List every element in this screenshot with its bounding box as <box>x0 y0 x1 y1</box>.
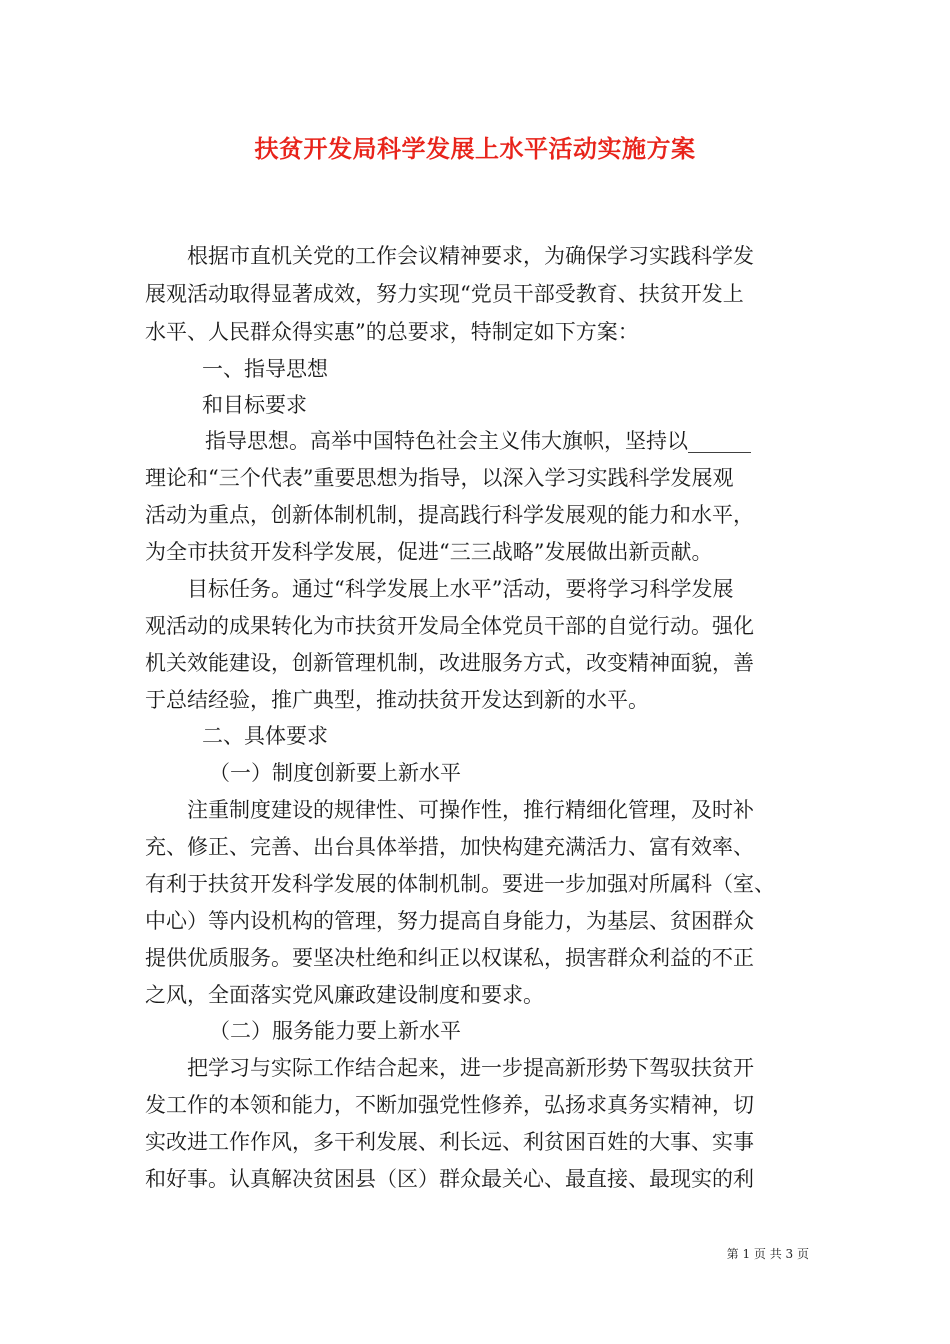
paragraph-line: 活动为重点，创新体制机制，提高践行科学发展观的能力和水平， <box>145 503 754 527</box>
paragraph-line: 机关效能建设，创新管理机制，改进服务方式，改变精神面貌，善 <box>145 651 754 675</box>
paragraph-line: 实改进工作作风，多干利发展、利长远、利贫困百姓的大事、实事 <box>145 1130 754 1154</box>
paragraph-line: 观活动的成果转化为市扶贫开发局全体党员干部的自觉行动。强化 <box>145 614 754 638</box>
paragraph-line: 把学习与实际工作结合起来，进一步提高新形势下驾驭扶贫开 <box>187 1056 754 1080</box>
paragraph-line: 指导思想。高举中国特色社会主义伟大旗帜，坚持以______ <box>205 429 751 453</box>
subsection-heading: （二）服务能力要上新水平 <box>209 1019 461 1043</box>
section-heading: 一、指导思想 <box>202 357 328 381</box>
section-heading: 二、具体要求 <box>202 724 328 748</box>
paragraph-line: 为全市扶贫开发科学发展，促进“三三战略”发展做出新贡献。 <box>145 540 713 564</box>
paragraph-line: 注重制度建设的规律性、可操作性，推行精细化管理，及时补 <box>187 798 754 822</box>
paragraph-line: 充、修正、完善、出台具体举措，加快构建充满活力、富有效率、 <box>145 835 754 859</box>
subsection-heading: （一）制度创新要上新水平 <box>209 761 461 785</box>
paragraph-line: 水平、人民群众得实惠”的总要求，特制定如下方案： <box>145 320 639 344</box>
paragraph-line: 于总结经验，推广典型，推动扶贫开发达到新的水平。 <box>145 688 649 712</box>
paragraph-line: 中心）等内设机构的管理，努力提高自身能力，为基层、贫困群众 <box>145 909 754 933</box>
paragraph-line: 根据市直机关党的工作会议精神要求，为确保学习实践科学发 <box>187 244 754 268</box>
paragraph-line: 发工作的本领和能力，不断加强党性修养，弘扬求真务实精神，切 <box>145 1093 754 1117</box>
page-number: 第 1 页 共 3 页 <box>726 1247 809 1261</box>
document-title: 扶贫开发局科学发展上水平活动实施方案 <box>254 134 696 163</box>
paragraph-line: 目标任务。通过“科学发展上水平”活动，要将学习科学发展 <box>187 577 734 601</box>
paragraph-line: 提供优质服务。要坚决杜绝和纠正以权谋私，损害群众利益的不正 <box>145 946 754 970</box>
paragraph-line: 有利于扶贫开发科学发展的体制机制。要进一步加强对所属科（室、 <box>145 872 775 896</box>
paragraph-line: 理论和“三个代表”重要思想为指导，以深入学习实践科学发展观 <box>145 466 734 490</box>
paragraph-line: 和好事。认真解决贫困县（区）群众最关心、最直接、最现实的利 <box>145 1167 754 1191</box>
section-heading: 和目标要求 <box>202 393 307 417</box>
paragraph-line: 之风，全面落实党风廉政建设制度和要求。 <box>145 983 544 1007</box>
paragraph-line: 展观活动取得显著成效，努力实现“党员干部受教育、扶贫开发上 <box>145 282 744 306</box>
